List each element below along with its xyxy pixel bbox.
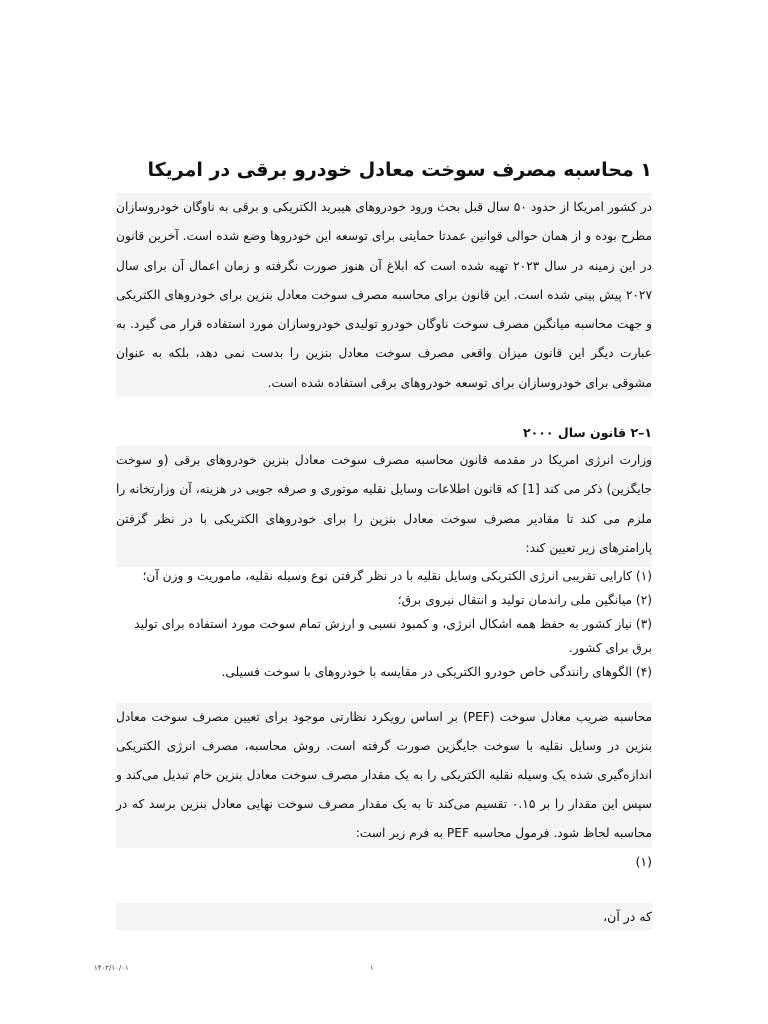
list-item: (۲) میانگین ملی راندمان تولید و انتقال نیروی برق؛ [397,593,652,607]
law-paragraph: وزارت انرژی امریکا در مقدمه قانون محاسبه مصرف سوخت معادل بنزین خودروهای برقی (و سوخت جایگزین) ذکر می کند [1] که قانون اطلاعات وسایل نقلیه موتوری و صرفه جویی در هزینه، آن وزارتخانه را ملزم می کند تا مقادیر مصرف سوخت معادل بنزین را برای خودروهای الکتریکی با در نظر گرفتن پارامترهای زیر تعیین کند: [116,446,652,567]
footer-date: ۱۴۰۲/۱۰/۰۱ [94,964,129,972]
section-heading: ۱ محاسبه مصرف سوخت معادل خودرو برقی در امریکا [147,159,652,181]
pef-paragraph: محاسبه ضریب معادل سوخت (PEF) بر اساس رویکرد نظارتی موجود برای تعیین مصرف سوخت معادل بنزین در وسایل نقلیه با سوخت جایگزین صورت گرفته است. روش محاسبه، مصرف انرژی الکتریکی اندازه‌گیری شده یک وسیله نقلیه الکتریکی را به یک مقدار مصرف سوخت معادل بنزین خام تبدیل می‌کند و سپس این مقدار را بر ۰.۱۵ تقسیم می‌کند تا به یک مقدار مصرف سوخت نهایی معادل بنزین برسد که در محاسبه لحاظ شود. فرمول محاسبه PEF به فرم زیر است: [116,703,652,848]
page-number: ۱ [370,964,374,972]
parameter-list [116,564,652,684]
subsection-heading: ۱–۲ قانون سال ۲۰۰۰ [522,425,652,440]
intro-paragraph: در کشور امریکا از حدود ۵۰ سال قبل بحث ورود خودروهای هیبرید الکتریکی و برقی به ناوگان خودروسازان مطرح بوده و از همان حوالی قوانین عمدتا حمایتی برای توسعه این خودروها وضع شده است. آخرین قانون در این زمینه در سال ۲۰۲۳ تهیه شده است که ابلاغ آن هنوز صورت نگرفته و زمان اعمال آن برای سال ۲۰۲۷ پیش بینی شده است. این قانون برای محاسبه مصرف سوخت معادل بنزین برای خودروهای الکتریکی و جهت محاسبه میانگین مصرف سوخت ناوگان خودرو تولیدی خودروسازان مورد استفاده قرار می گیرد. به عبارت دیگر این قانون میزان واقعی مصرف سوخت معادل بنزین را بدست نمی دهد، بلکه به عنوان مشوقی برای خودروسازان برای توسعه خودروهای برقی استفاده شده است. [116,193,652,397]
equation-placeholder [116,873,652,903]
list-item: (۱) کارایی تقریبی انرژی الکتریکی وسایل نقلیه با در نظر گرفتن نوع وسیله نقلیه، ماموریت و وزن آن؛ [142,569,652,583]
list-item: (۴) الگوهای رانندگی خاص خودرو الکتریکی در مقایسه با خودروهای با سوخت فسیلی. [221,665,652,679]
list-item: (۳) نیاز کشور به حفظ همه اشکال انرژی، و کمبود نسبی و ارزش تمام سوخت مورد استفاده برای تولید برق برای کشور. [134,617,652,655]
where-text: که در آن، [116,903,652,930]
equation-number: (۱) [635,854,652,869]
